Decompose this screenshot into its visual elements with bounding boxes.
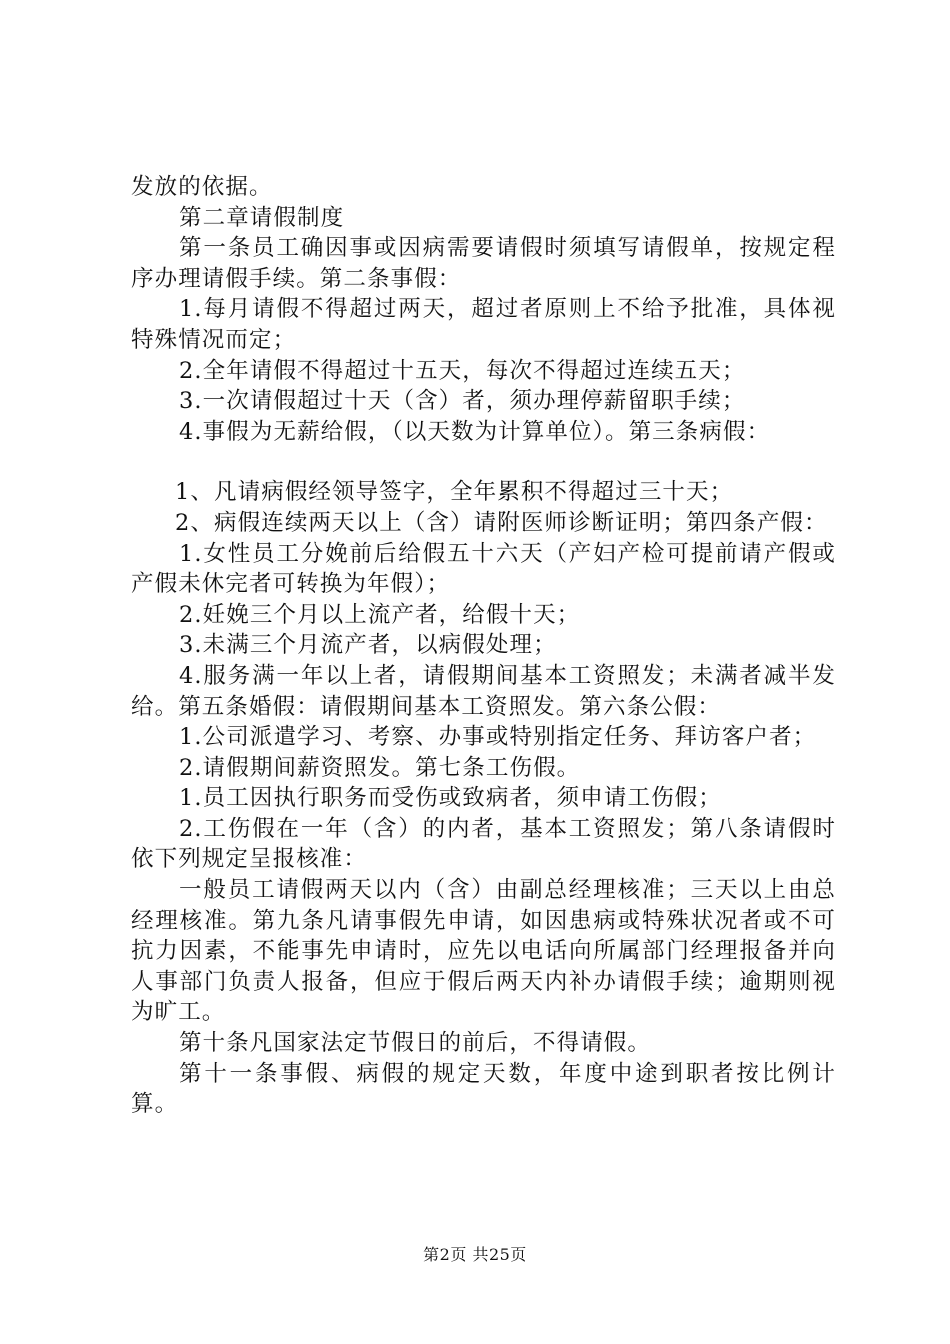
paragraph-item: 3.一次请假超过十天（含）者，须办理停薪留职手续； bbox=[179, 388, 746, 415]
paragraph-item: 4.事假为无薪给假，（以天数为计算单位）。第三条病假： bbox=[179, 418, 771, 445]
paragraph-item: 4.服务满一年以上者，请假期间基本工资照发；未满者减半发给。第五条婚假：请假期间基本工资照发。第六条公假： bbox=[131, 662, 836, 720]
paragraph-continuation: 发放的依据。 bbox=[131, 174, 273, 200]
paragraph-article-1: 第一条员工确因事或因病需要请假时须填写请假单，按规定程序办理请假手续。第二条事假： bbox=[131, 235, 836, 292]
chapter-heading: 第二章请假制度 bbox=[179, 204, 345, 231]
paragraph-article-11: 第十一条事假、病假的规定天数，年度中途到职者按比例计算。 bbox=[131, 1060, 836, 1118]
paragraph-item: 2.全年请假不得超过十五天，每次不得超过连续五天； bbox=[179, 357, 746, 384]
page-number-footer: 第2页 共25页 bbox=[423, 1245, 527, 1264]
paragraph-item: 3.未满三个月流产者，以病假处理； bbox=[179, 632, 557, 659]
paragraph-item: 1.女性员工分娩前后给假五十六天（产妇产检可提前请产假或产假未休完者可转换为年假）； bbox=[131, 540, 836, 598]
paragraph-approval: 一般员工请假两天以内（含）由副总经理核准；三天以上由总经理核准。第九条凡请事假先申请，如因患病或特殊状况者或不可抗力因素，不能事先申请时，应先以电话向所属部门经理报备并向人事部门负责人报备，但应于假后两天内补办请假手续；逾期则视为旷工。 bbox=[131, 877, 836, 1026]
paragraph-item: 2.工伤假在一年（含）的内者，基本工资照发；第八条请假时依下列规定呈报核准： bbox=[131, 815, 836, 873]
paragraph-item: 1.公司派遣学习、考察、办事或特别指定任务、拜访客户者； bbox=[179, 724, 817, 751]
paragraph-item: 2.请假期间薪资照发。第七条工伤假。 bbox=[179, 754, 581, 781]
paragraph-item: 1.员工因执行职务而受伤或致病者，须申请工伤假； bbox=[179, 785, 722, 812]
paragraph-item: 1、凡请病假经领导签字，全年累积不得超过三十天； bbox=[175, 479, 734, 506]
paragraph-item: 2、病假连续两天以上（含）请附医师诊断证明；第四条产假： bbox=[175, 509, 828, 536]
paragraph-article-10: 第十条凡国家法定节假日的前后，不得请假。 bbox=[179, 1030, 652, 1057]
paragraph-item: 1.每月请假不得超过两天，超过者原则上不给予批准，具体视特殊情况而定； bbox=[131, 296, 836, 353]
paragraph-item: 2.妊娩三个月以上流产者，给假十天； bbox=[179, 601, 581, 628]
document-body bbox=[131, 172, 836, 1120]
